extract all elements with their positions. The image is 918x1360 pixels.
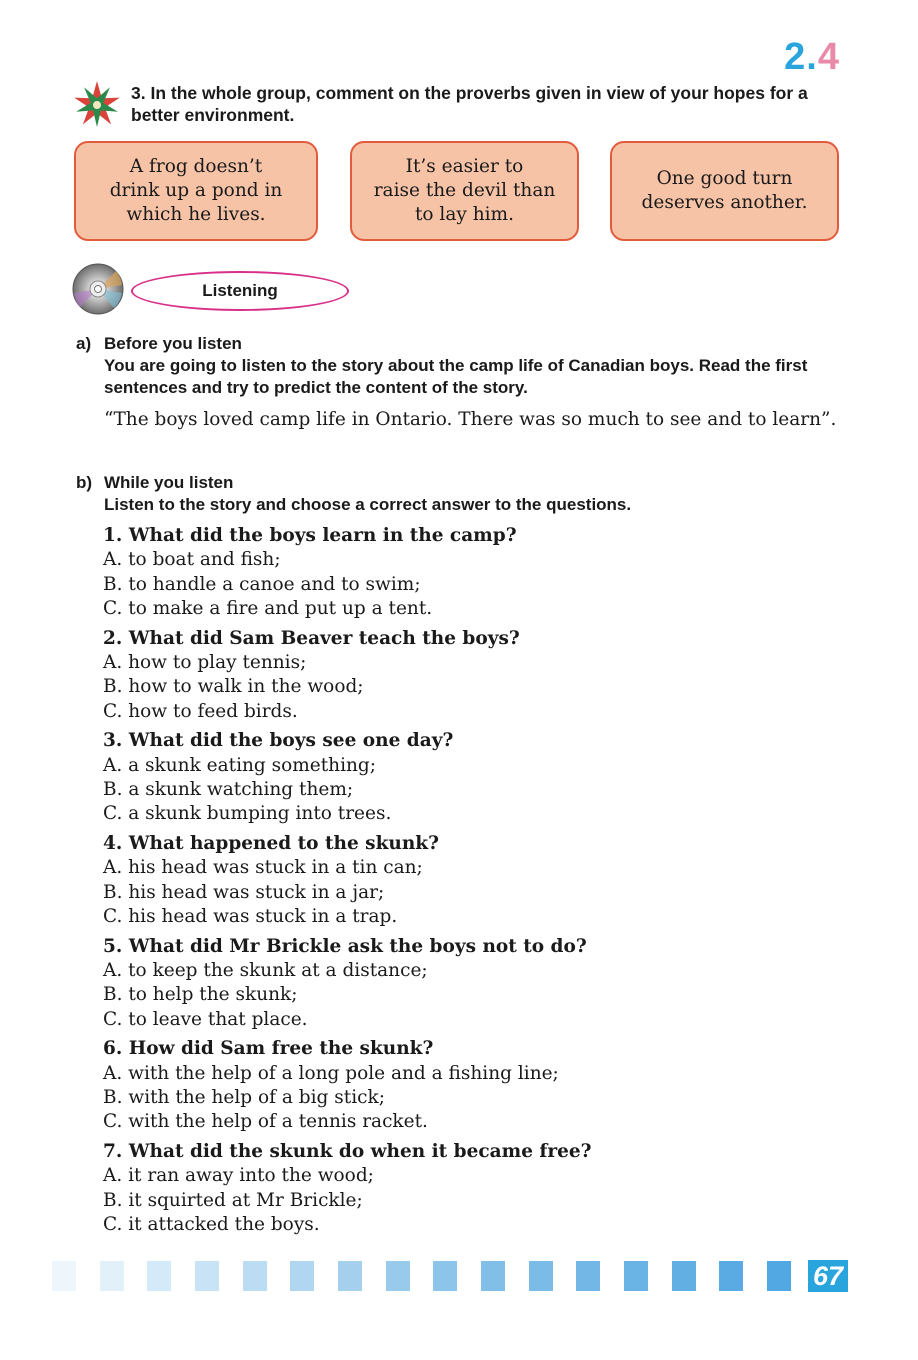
footer-square (52, 1261, 76, 1291)
proverb-box: It’s easier to raise the devil than to lay him. (350, 141, 579, 241)
section-a-instruction: You are going to listen to the story about the camp life of Canadian boys. Read the first sentences and try to predict the content of the story. (104, 356, 808, 397)
listening-label: Listening (131, 271, 349, 311)
proverb-box: A frog doesn’t drink up a pond in which he lives. (74, 141, 318, 241)
question-title: 2. What did Sam Beaver teach the boys? (103, 627, 520, 649)
question-item (103, 832, 843, 929)
answer-option: B. it squirted at Mr Brickle; (103, 1189, 363, 1211)
footer-square (767, 1261, 791, 1291)
answer-option: A. with the help of a long pole and a fishing line; (103, 1062, 559, 1084)
question-item (103, 729, 843, 826)
answer-option: A. to boat and fish; (103, 549, 281, 571)
section-b-heading: While you listen (104, 473, 234, 492)
answer-option: A. to keep the skunk at a distance; (103, 960, 428, 982)
question-title: 1. What did the boys learn in the camp? (103, 525, 517, 546)
answer-option: B. how to walk in the wood; (103, 676, 364, 698)
proverb-box: One good turn deserves another. (610, 141, 839, 241)
answer-option: C. a skunk bumping into trees. (103, 803, 392, 825)
star-icon (72, 80, 122, 130)
answer-option: A. a skunk eating something; (103, 754, 377, 776)
cd-icon (72, 263, 124, 315)
question-title: 4. What happened to the skunk? (103, 833, 439, 855)
answer-option: B. with the help of a big stick; (103, 1087, 385, 1109)
section-minor: 4 (817, 36, 840, 78)
answer-option: B. his head was stuck in a jar; (103, 881, 385, 903)
question-list (103, 524, 843, 1243)
answer-option: B. to help the skunk; (103, 984, 298, 1006)
footer-square (529, 1261, 553, 1291)
footer-square (243, 1261, 267, 1291)
section-number (770, 36, 840, 79)
footer-square (386, 1261, 410, 1291)
section-major: 2 (784, 36, 807, 78)
section-a-letter: a) (76, 334, 92, 353)
footer-square (290, 1261, 314, 1291)
question-title: 6. How did Sam free the skunk? (103, 1038, 434, 1060)
story-quote: “The boys loved camp life in Ontario. There was so much to see and to learn”. (104, 409, 837, 430)
question-item (103, 1140, 843, 1237)
footer-square (672, 1261, 696, 1291)
footer-square (481, 1261, 505, 1291)
section-b-letter: b) (76, 473, 93, 492)
answer-option: B. to handle a canoe and to swim; (103, 573, 421, 595)
question-item (103, 627, 843, 724)
footer-square (147, 1261, 171, 1291)
answer-option: A. it ran away into the wood; (103, 1165, 374, 1187)
answer-option: B. a skunk watching them; (103, 778, 354, 800)
answer-option: C. to make a fire and put up a tent. (103, 597, 433, 619)
footer-square (576, 1261, 600, 1291)
section-a (104, 333, 849, 399)
question-title: 7. What did the skunk do when it became free? (103, 1141, 592, 1163)
section-separator: . (806, 36, 818, 78)
question-item (103, 524, 843, 621)
question-title: 3. What did the boys see one day? (103, 730, 454, 752)
answer-option: C. with the help of a tennis racket. (103, 1111, 428, 1133)
footer-square (338, 1261, 362, 1291)
footer-square (624, 1261, 648, 1291)
section-b (104, 472, 849, 516)
footer-decoration (0, 1261, 918, 1293)
section-a-heading: Before you listen (104, 334, 242, 353)
footer-square (433, 1261, 457, 1291)
answer-option: A. how to play tennis; (103, 651, 307, 673)
task-instruction: 3. In the whole group, comment on the proverbs given in view of your hopes for a better environment. (131, 83, 808, 125)
answer-option: C. to leave that place. (103, 1008, 308, 1030)
answer-option: A. his head was stuck in a tin can; (103, 857, 423, 879)
question-title: 5. What did Mr Brickle ask the boys not to do? (103, 935, 587, 957)
question-item (103, 1037, 843, 1134)
footer-square (195, 1261, 219, 1291)
question-item (103, 935, 843, 1032)
footer-square (100, 1261, 124, 1291)
answer-option: C. it attacked the boys. (103, 1214, 320, 1236)
section-b-instruction: Listen to the story and choose a correct answer to the questions. (104, 495, 632, 514)
answer-option: C. his head was stuck in a trap. (103, 905, 398, 927)
answer-option: C. how to feed birds. (103, 700, 298, 722)
footer-square (719, 1261, 743, 1291)
page-number: 67 (808, 1260, 848, 1292)
